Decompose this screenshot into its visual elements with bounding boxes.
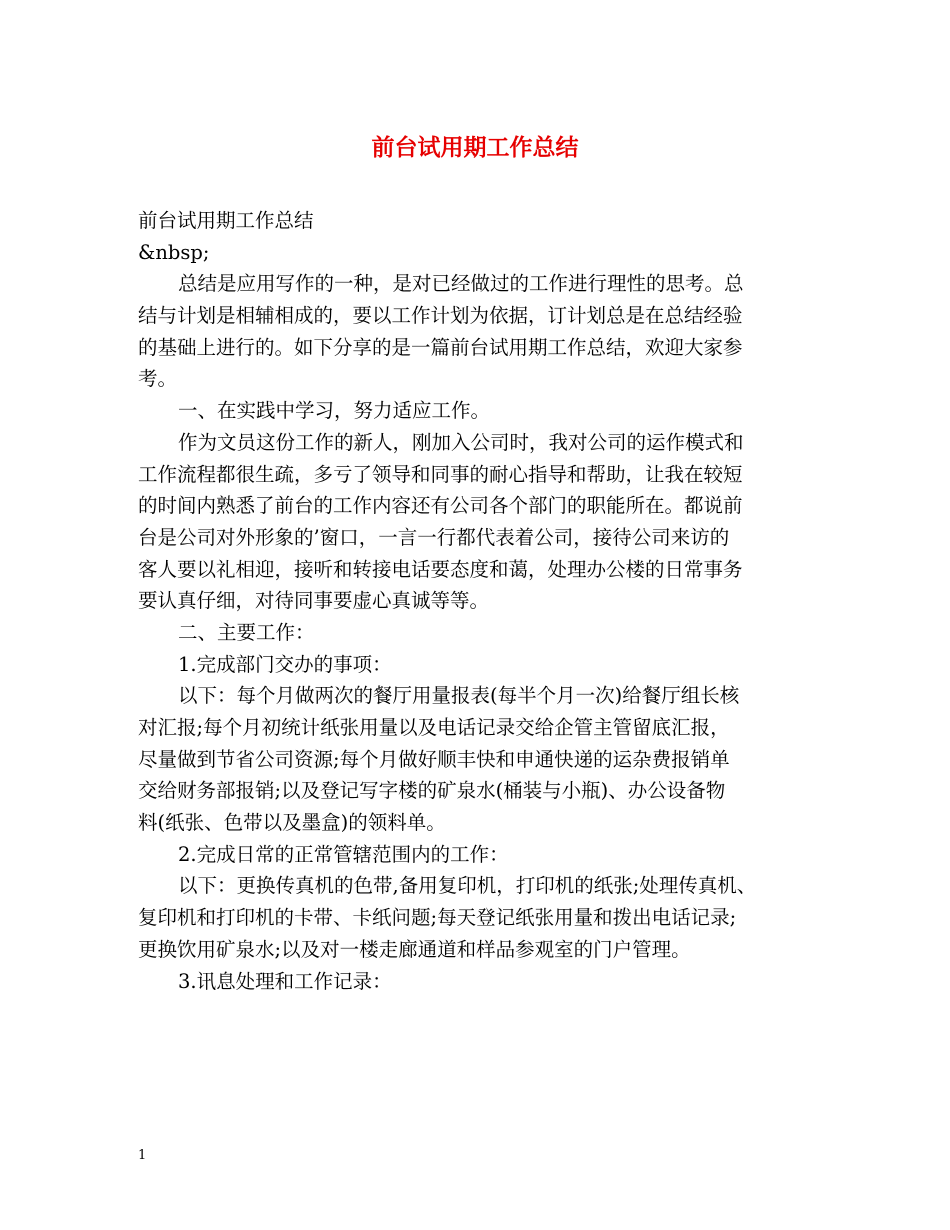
body-line: 复印机和打印机的卡带、卡纸问题;每天登记纸张用量和拨出电话记录; — [138, 906, 737, 930]
body-line: 要认真仔细，对待同事要虚心真诚等等。 — [138, 589, 490, 613]
body-line: 1.完成部门交办的事项： — [178, 652, 392, 676]
body-line: 交给财务部报销;以及登记写字楼的矿泉水(桶装与小瓶)、办公设备物 — [138, 779, 726, 803]
page-number: 1 — [138, 1148, 147, 1163]
document-body — [138, 205, 823, 997]
body-line: 台是公司对外形象的’窗口，一言一行都代表着公司，接待公司来访的 — [138, 525, 730, 549]
body-line: 的基础上进行的。如下分享的是一篇前台试用期工作总结，欢迎大家参 — [138, 335, 743, 359]
body-line: 以下：更换传真机的色带,备用复印机，打印机的纸张;处理传真机、 — [178, 874, 757, 898]
body-line: 的时间内熟悉了前台的工作内容还有公司各个部门的职能所在。都说前 — [138, 494, 743, 518]
body-line: 一、在实践中学习，努力适应工作。 — [178, 399, 491, 423]
body-line: 2.完成日常的正常管辖范围内的工作： — [178, 842, 509, 866]
body-line: 结与计划是相辅相成的，要以工作计划为依据，订计划总是在总结经验 — [138, 304, 743, 328]
body-line: &nbsp; — [138, 240, 210, 264]
body-line: 尽量做到节省公司资源;每个月做好顺丰快和申通快递的运杂费报销单 — [138, 747, 730, 771]
body-line: 考。 — [138, 367, 178, 391]
body-line: 对汇报;每个月初统计纸张用量以及电话记录交给企管主管留底汇报， — [138, 716, 730, 739]
body-line: 更换饮用矿泉水;以及对一楼走廊通道和样品参观室的门户管理。 — [138, 937, 691, 961]
body-line: 作为文员这份工作的新人，刚加入公司时，我对公司的运作模式和 — [178, 430, 744, 454]
body-line: 以下：每个月做两次的餐厅用量报表(每半个月一次)给餐厅组长核 — [178, 684, 740, 708]
body-line: 前台试用期工作总结 — [138, 209, 314, 232]
body-line: 工作流程都很生疏，多亏了领导和同事的耐心指导和帮助，让我在较短 — [138, 462, 743, 486]
body-line: 客人要以礼相迎，接听和转接电话要态度和蔼，处理办公楼的日常事务 — [138, 557, 743, 581]
body-line: 3.讯息处理和工作记录： — [178, 969, 392, 993]
body-line: 总结是应用写作的一种，是对已经做过的工作进行理性的思考。总 — [178, 272, 744, 296]
document-title: 前台试用期工作总结 — [371, 135, 579, 161]
body-line: 二、主要工作： — [178, 620, 315, 644]
body-line: 料(纸张、色带以及墨盒)的领料单。 — [138, 811, 446, 835]
